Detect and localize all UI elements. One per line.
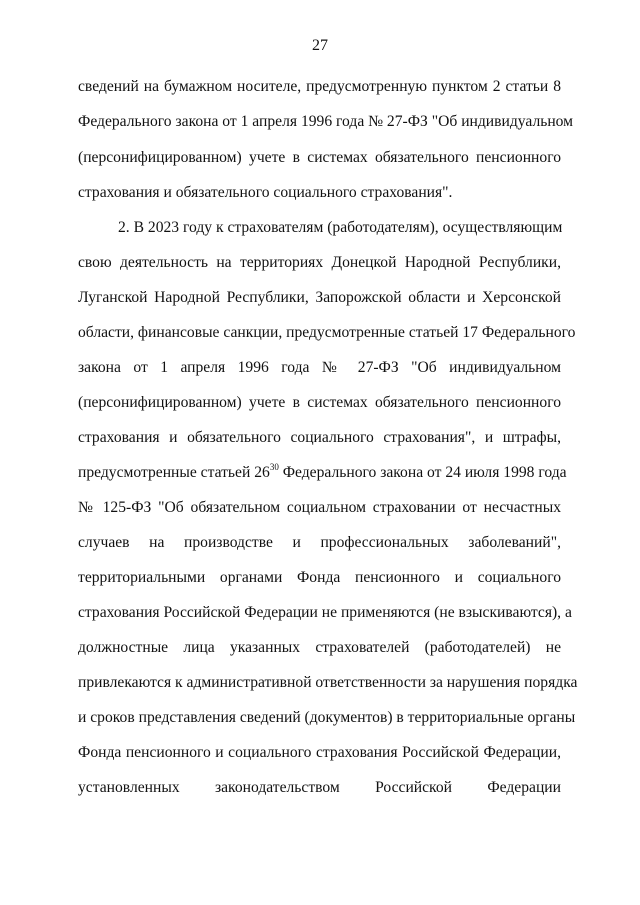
- text-line: территориальными органами Фонда пенсионного и социального: [78, 569, 561, 586]
- text-line: привлекаются к административной ответственности за нарушения порядка: [78, 674, 578, 691]
- text-line: области, финансовые санкции, предусмотренные статьей 17 Федерального: [78, 324, 576, 341]
- text-line: свою деятельность на территориях Донецкой Народной Республики,: [78, 254, 561, 271]
- text-line: страхования Российской Федерации не применяются (не взыскиваются), а: [78, 604, 572, 621]
- text-line: страхования и обязательного социального страхования", и штрафы,: [78, 429, 561, 446]
- text-line: Луганской Народной Республики, Запорожской области и Херсонской: [78, 289, 561, 306]
- text-line: установленных законодательством Российской Федерации: [78, 779, 561, 796]
- text-line-with-superscript: [78, 461, 567, 483]
- paragraph-first-line: 2. В 2023 году к страхователям (работодателям), осуществляющим: [118, 219, 563, 236]
- superscript-30: 30: [269, 461, 279, 472]
- text-line: страхования и обязательного социального страхования".: [78, 184, 453, 201]
- text-line: № 125-ФЗ "Об обязательном социальном страховании от несчастных: [78, 499, 561, 516]
- text-line: сведений на бумажном носителе, предусмотренную пунктом 2 статьи 8: [78, 78, 561, 95]
- text-line: (персонифицированном) учете в системах обязательного пенсионного: [78, 394, 561, 411]
- text-fragment: Федерального закона от 24 июля 1998 года: [278, 464, 567, 481]
- text-fragment: предусмотренные статьей 26: [78, 464, 270, 481]
- text-line: (персонифицированном) учете в системах обязательного пенсионного: [78, 149, 561, 166]
- text-line: и сроков представления сведений (документов) в территориальные органы: [78, 709, 576, 726]
- text-line: должностные лица указанных страхователей (работодателей) не: [78, 639, 561, 656]
- text-line: случаев на производстве и профессиональных заболеваний",: [78, 534, 561, 551]
- page-number: 27: [312, 37, 328, 54]
- text-line: Фонда пенсионного и социального страхования Российской Федерации,: [78, 744, 561, 761]
- text-line: Федерального закона от 1 апреля 1996 года № 27-ФЗ "Об индивидуальном: [78, 113, 574, 130]
- text-line: закона от 1 апреля 1996 года № 27-ФЗ "Об индивидуальном: [78, 359, 561, 376]
